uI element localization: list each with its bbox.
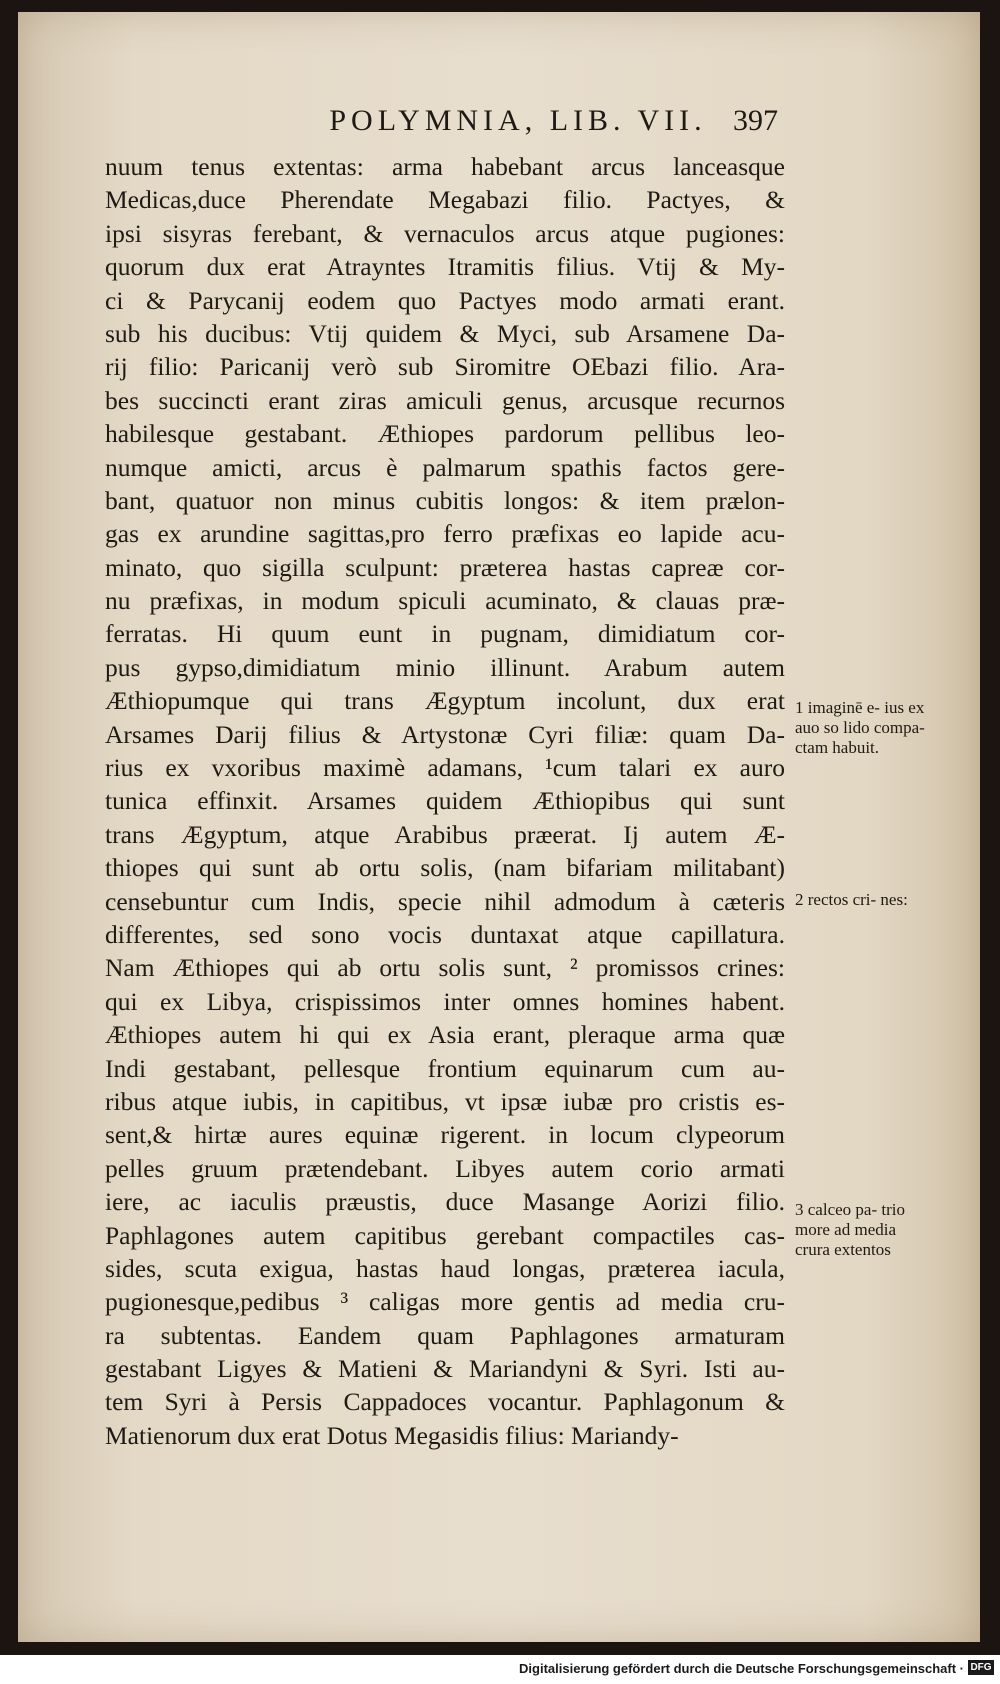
footer-credit: Digitalisierung gefördert durch die Deutsche Forschungsgemeinschaft · <box>519 1661 964 1676</box>
text-line: tunica effinxit. Arsames quidem Æthiopibus qui sunt <box>105 786 785 816</box>
text-line: numque amicti, arcus è palmarum spathis factos gere- <box>105 452 785 482</box>
text-line: sides, scuta exigua, hastas haud longas, præterea iacula, <box>105 1253 785 1283</box>
text-line: habilesque gestabant. Æthiopes pardorum pellibus leo- <box>105 419 785 449</box>
text-line: ci & Parycanij eodem quo Pactyes modo armati erant. <box>105 285 785 315</box>
text-line: Matienorum dux erat Dotus Megasidis filius: Mariandy- <box>105 1420 679 1450</box>
text-line: bes succincti erant ziras amiculi genus, arcusque recurnos <box>105 385 785 415</box>
text-line: ribus atque iubis, in capitibus, vt ipsæ iubæ pro cristis es- <box>105 1086 785 1116</box>
text-line: ra subtentas. Eandem quam Paphlagones armaturam <box>105 1320 785 1350</box>
text-line: Medicas,duce Pherendate Megabazi filio. Pactyes, & <box>105 185 785 215</box>
text-line: ferratas. Hi quum eunt in pugnam, dimidiatum cor- <box>105 619 785 649</box>
marginal-note-2: 2 rectos cri- nes: <box>795 890 908 909</box>
text-line: bant, quatuor non minus cubitis longos: & item prælon- <box>105 485 785 515</box>
text-line: trans Ægyptum, atque Arabibus præerat. Ij autem Æ- <box>105 819 785 849</box>
text-line: Nam Æthiopes qui ab ortu solis sunt, ² promissos crines: <box>105 953 785 983</box>
page-number: 397 <box>733 104 778 137</box>
text-line: quorum dux erat Atrayntes Itramitis filius. Vtij & My- <box>105 252 785 282</box>
text-line: minato, quo sigilla sculpunt: præterea hastas capreæ cor- <box>105 552 785 582</box>
book-page <box>18 12 980 1642</box>
marginal-note-1: 1 imaginē e- ius ex auo so lido compa- ctam habuit. <box>795 698 925 757</box>
text-line: Æthiopumque qui trans Ægyptum incolunt, dux erat <box>105 686 785 716</box>
text-line: gas ex arundine sagittas,pro ferro præfixas eo lapide acu- <box>105 519 785 549</box>
text-line: Æthiopes autem hi qui ex Asia erant, pleraque arma quæ <box>105 1020 785 1050</box>
text-line: nu præfixas, in modum spiculi acuminato, & clauas præ- <box>105 586 785 616</box>
text-line: Indi gestabant, pellesque frontium equinarum cum au- <box>105 1053 785 1083</box>
text-line: sub his ducibus: Vtij quidem & Myci, sub Arsamene Da- <box>105 318 785 348</box>
text-line: differentes, sed sono vocis duntaxat atque capillatura. <box>105 919 785 949</box>
text-line: pelles gruum prætendebant. Libyes autem corio armati <box>105 1153 785 1183</box>
text-line: nuum tenus extentas: arma habebant arcus lanceasque <box>105 152 785 181</box>
text-line: censebuntur cum Indis, specie nihil admodum à cæteris <box>105 886 785 916</box>
digitization-footer <box>0 1655 1000 1684</box>
running-head: POLYMNIA, LIB. VII. <box>329 104 707 137</box>
text-line: pus gypso,dimidiatum minio illinunt. Arabum autem <box>105 652 785 682</box>
dfg-logo-icon: DFG <box>968 1660 994 1675</box>
text-line: rij filio: Paricanij verò sub Siromitre OEbazi filio. Ara- <box>105 352 785 382</box>
text-line: ipsi sisyras ferebant, & vernaculos arcus atque pugiones: <box>105 218 785 248</box>
main-text-block <box>105 150 785 1452</box>
text-line: pugionesque,pedibus ³ caligas more gentis ad media cru- <box>105 1287 785 1317</box>
text-line: qui ex Libya, crispissimos inter omnes homines habent. <box>105 986 785 1016</box>
text-line: rius ex vxoribus maximè adamans, ¹cum talari ex auro <box>105 753 785 783</box>
text-line: iere, ac iaculis præustis, duce Masange Aorizi filio. <box>105 1187 785 1217</box>
text-line: tem Syri à Persis Cappadoces vocantur. Paphlagonum & <box>105 1387 785 1417</box>
text-line: sent,& hirtæ aures equinæ rigerent. in locum clypeorum <box>105 1120 785 1150</box>
text-line: gestabant Ligyes & Matieni & Mariandyni & Syri. Isti au- <box>105 1354 785 1384</box>
text-line: thiopes qui sunt ab ortu solis, (nam bifariam militabant) <box>105 853 785 883</box>
marginal-note-3: 3 calceo pa- trio more ad media crura extentos <box>795 1200 905 1259</box>
text-line: Paphlagones autem capitibus gerebant compactiles cas- <box>105 1220 785 1250</box>
text-line: Arsames Darij filius & Artystonæ Cyri filiæ: quam Da- <box>105 719 785 749</box>
